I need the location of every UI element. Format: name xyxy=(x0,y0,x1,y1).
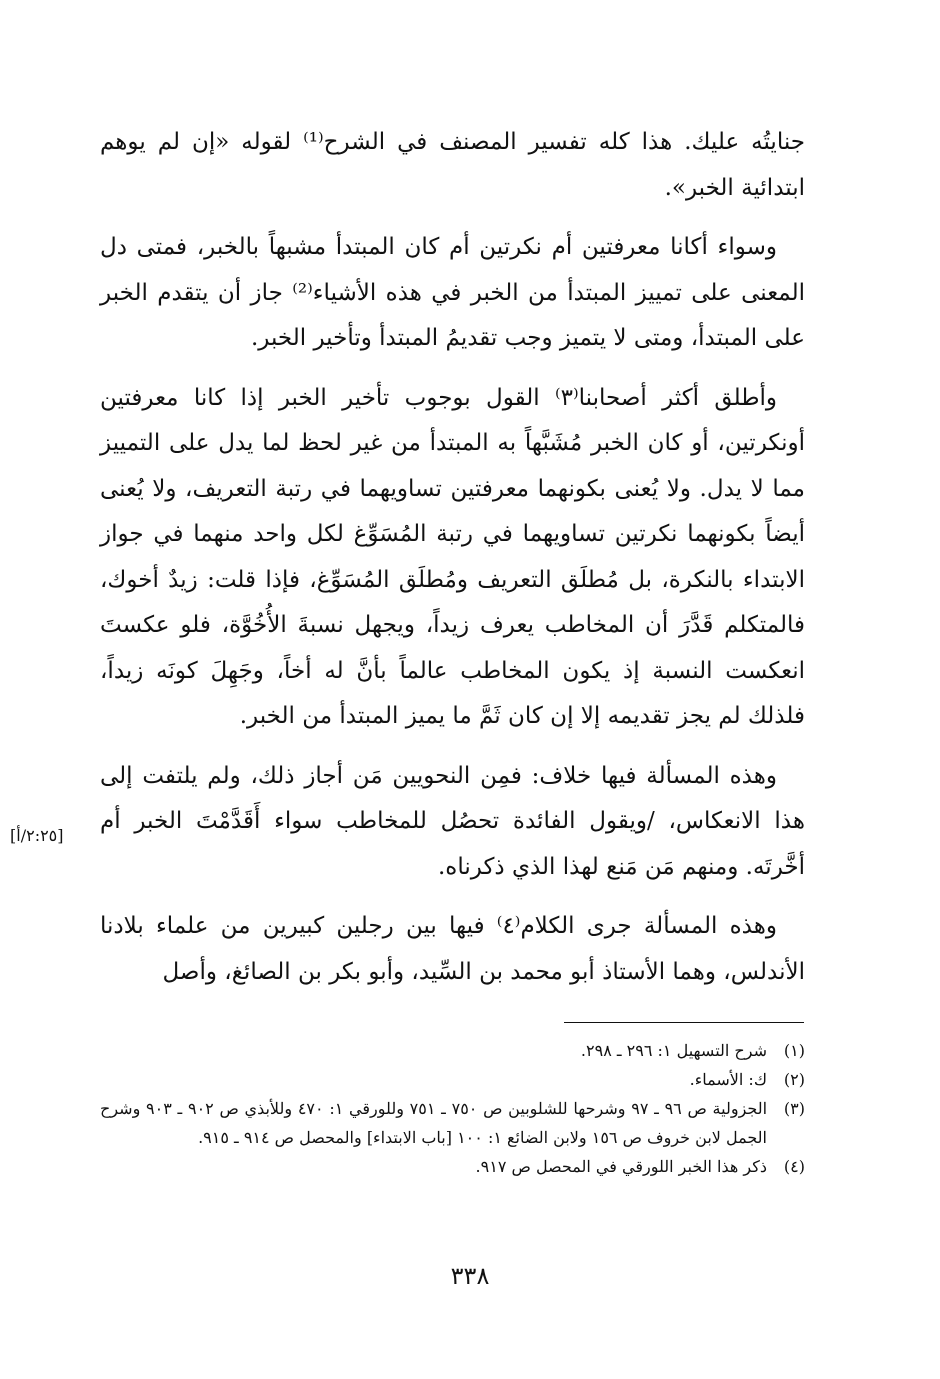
footnote-text: ك: الأسماء. xyxy=(689,1070,767,1089)
footnote-divider xyxy=(564,1022,804,1023)
footnote-2 xyxy=(100,1065,805,1094)
paragraph-2: وسواء أكانا معرفتين أم نكرتين أم كان المبتدأ مشبهاً بالخبر، فمتى دل المعنى على تمييز المبتدأ من الخبر في هذه الأشياء⁽²⁾ جاز أن يتقدم الخبر على المبتدأ، ومتى لا يتميز وجب تقديمُ المبتدأ وتأخير الخبر. xyxy=(100,234,805,351)
footnote-text: شرح التسهيل ١: ٢٩٦ ـ ٢٩٨. xyxy=(580,1041,767,1060)
page-number: ٣٣٨ xyxy=(450,1262,490,1290)
paragraph-4: وهذه المسألة فيها خلاف: فمِن النحويين مَن أجاز ذلك، ولم يلتفت إلى هذا الانعكاس، /ويقول الفائدة تحصُل للمخاطب سواء أَقَدَّمْتَ الخبر أم أخَّرتَه. ومنهم مَن مَنع لهذا الذي ذكرناه. xyxy=(100,762,805,880)
footnotes xyxy=(100,1036,805,1181)
manuscript-folio-reference: [٢:٢٥/أ] xyxy=(10,826,64,845)
footnote-number: (٣) xyxy=(783,1099,805,1118)
footnote-3 xyxy=(100,1094,805,1152)
footnote-text: الجزولية ص ٩٦ ـ ٩٧ وشرحها للشلوبين ص ٧٥٠ ـ ٧٥١ وللورقي ١: ٤٧٠ وللأبذي ص ٩٠٢ ـ ٩٠٣ وشرح الجمل لابن خروف ص ١٥٦ ولابن الضائع ١: ١٠٠ [باب الابتداء] والمحصل ص ٩١٤ ـ ٩١٥. xyxy=(100,1099,768,1147)
footnote-number: (٤) xyxy=(783,1157,805,1176)
paragraph-3: وأطلق أكثر أصحابنا⁽٣⁾ القول بوجوب تأخير الخبر إذا كانا معرفتين أونكرتين، أو كان الخبر مُشَبَّهاً به المبتدأ من غير لحظ لما يدل على التمييز مما لا يدل. ولا يُعنى بكونهما معرفتين تساويهما في رتبة التعريف، ولا يُعنى أيضاً بكونهما نكرتين تساويهما في رتبة المُسَوِّغ لكل واحد منهما في جواز الابتداء بالنكرة، بل مُطلَق التعريف ومُطلَق المُسَوِّغ، فإذا قلت: زيدٌ أخوك، فالمتكلم قَدَّرَ أن المخاطب يعرف زيداً، ويجهل نسبةَ الأُخُوَّة، فلو عكستَ انعكست النسبة إذ يكون المخاطب عالماً بأنَّ له أخاً، وجَهِلَ كونَه زيداً، فلذلك لم يجز تقديمه إلا إن كان ثَمَّ ما يميز المبتدأ من الخبر. xyxy=(100,384,805,729)
paragraph-1: جنايتُه عليك. هذا كله تفسير المصنف في الشرح⁽¹⁾ لقوله «إن لم يوهم ابتدائية الخبر». xyxy=(100,129,805,201)
footnote-1 xyxy=(100,1036,805,1065)
footnote-number: (٢) xyxy=(783,1070,805,1089)
main-text xyxy=(100,120,805,1009)
footnote-text: ذكر هذا الخبر اللورقي في المحصل ص ٩١٧. xyxy=(475,1157,767,1176)
footnote-4 xyxy=(100,1152,805,1181)
footnote-number: (١) xyxy=(783,1041,805,1060)
paragraph-5: وهذه المسألة جرى الكلام⁽٤⁾ فيها بين رجلين كبيرين من علماء بلادنا الأندلس، وهما الأستاذ أبو محمد بن السِّيد، وأبو بكر بن الصائغ، وأصل xyxy=(100,913,805,985)
